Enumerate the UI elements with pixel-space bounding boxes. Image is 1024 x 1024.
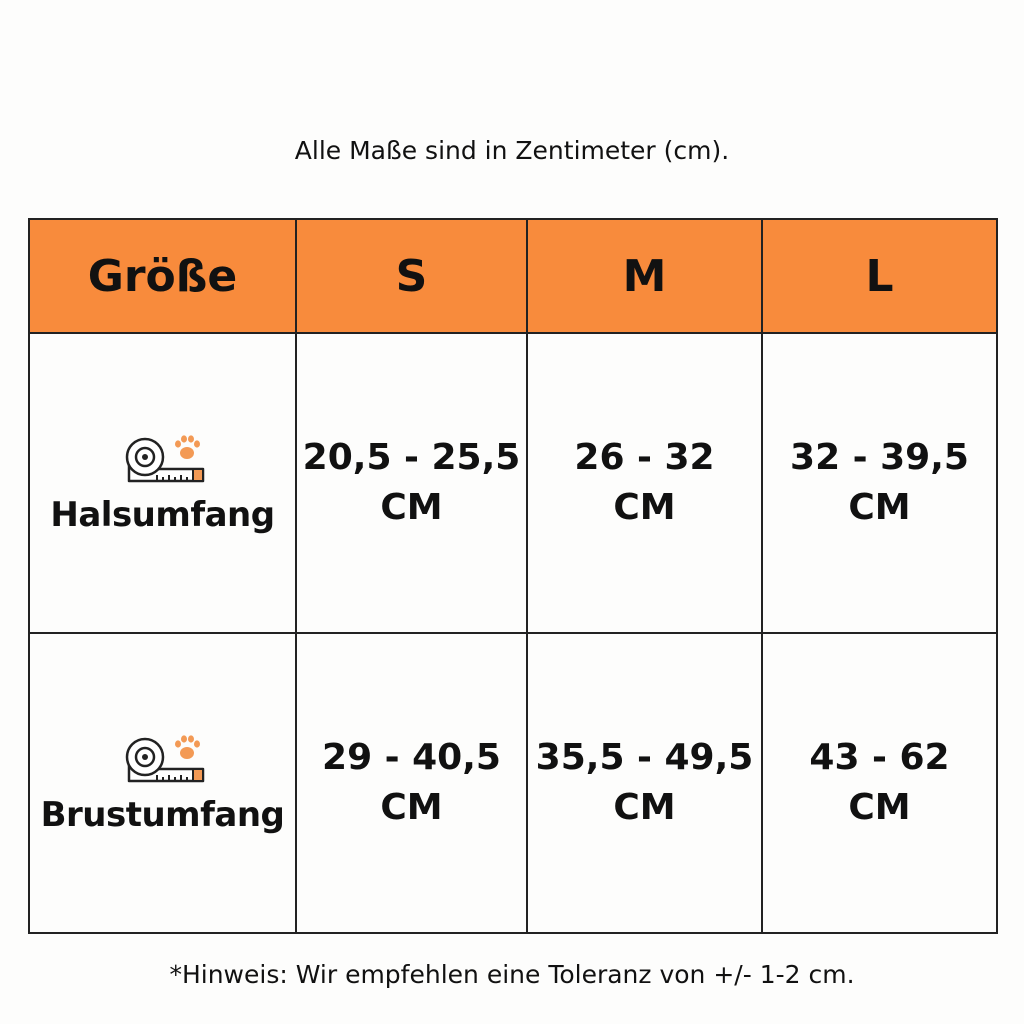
range-text: 43 - 62 <box>809 737 950 778</box>
row-label-cell <box>29 333 296 633</box>
unit-text: CM <box>380 787 443 828</box>
size-chart-table <box>28 218 998 934</box>
value-cell-neck-m <box>527 333 762 633</box>
measuring-tape-paw-icon <box>121 429 205 489</box>
unit-text: CM <box>380 487 443 528</box>
unit-text: CM <box>848 787 911 828</box>
row-label-chest: Brustumfang <box>40 795 285 835</box>
value-cell-chest-l <box>762 633 997 933</box>
header-s: S <box>296 219 527 333</box>
unit-text: CM <box>613 487 676 528</box>
measuring-tape-paw-icon <box>121 729 205 789</box>
unit-text: CM <box>848 487 911 528</box>
range-text: 26 - 32 <box>574 437 715 478</box>
header-m: M <box>527 219 762 333</box>
value-cell-chest-m <box>527 633 762 933</box>
table-row-neck <box>29 333 997 633</box>
range-text: 32 - 39,5 <box>790 437 969 478</box>
row-label-cell <box>29 633 296 933</box>
value-cell-neck-l <box>762 333 997 633</box>
range-text: 35,5 - 49,5 <box>535 737 754 778</box>
table-row-chest <box>29 633 997 933</box>
range-text: 29 - 40,5 <box>322 737 501 778</box>
value-cell-chest-s <box>296 633 527 933</box>
table-header-row <box>29 219 997 333</box>
unit-text: CM <box>613 787 676 828</box>
range-text: 20,5 - 25,5 <box>302 437 521 478</box>
unit-note: Alle Maße sind in Zentimeter (cm). <box>294 136 730 165</box>
value-cell-neck-s <box>296 333 527 633</box>
header-l: L <box>762 219 997 333</box>
header-size: Größe <box>29 219 296 333</box>
tolerance-note: *Hinweis: Wir empfehlen eine Toleranz von +/- 1-2 cm. <box>169 960 855 989</box>
row-label-neck: Halsumfang <box>50 495 275 535</box>
